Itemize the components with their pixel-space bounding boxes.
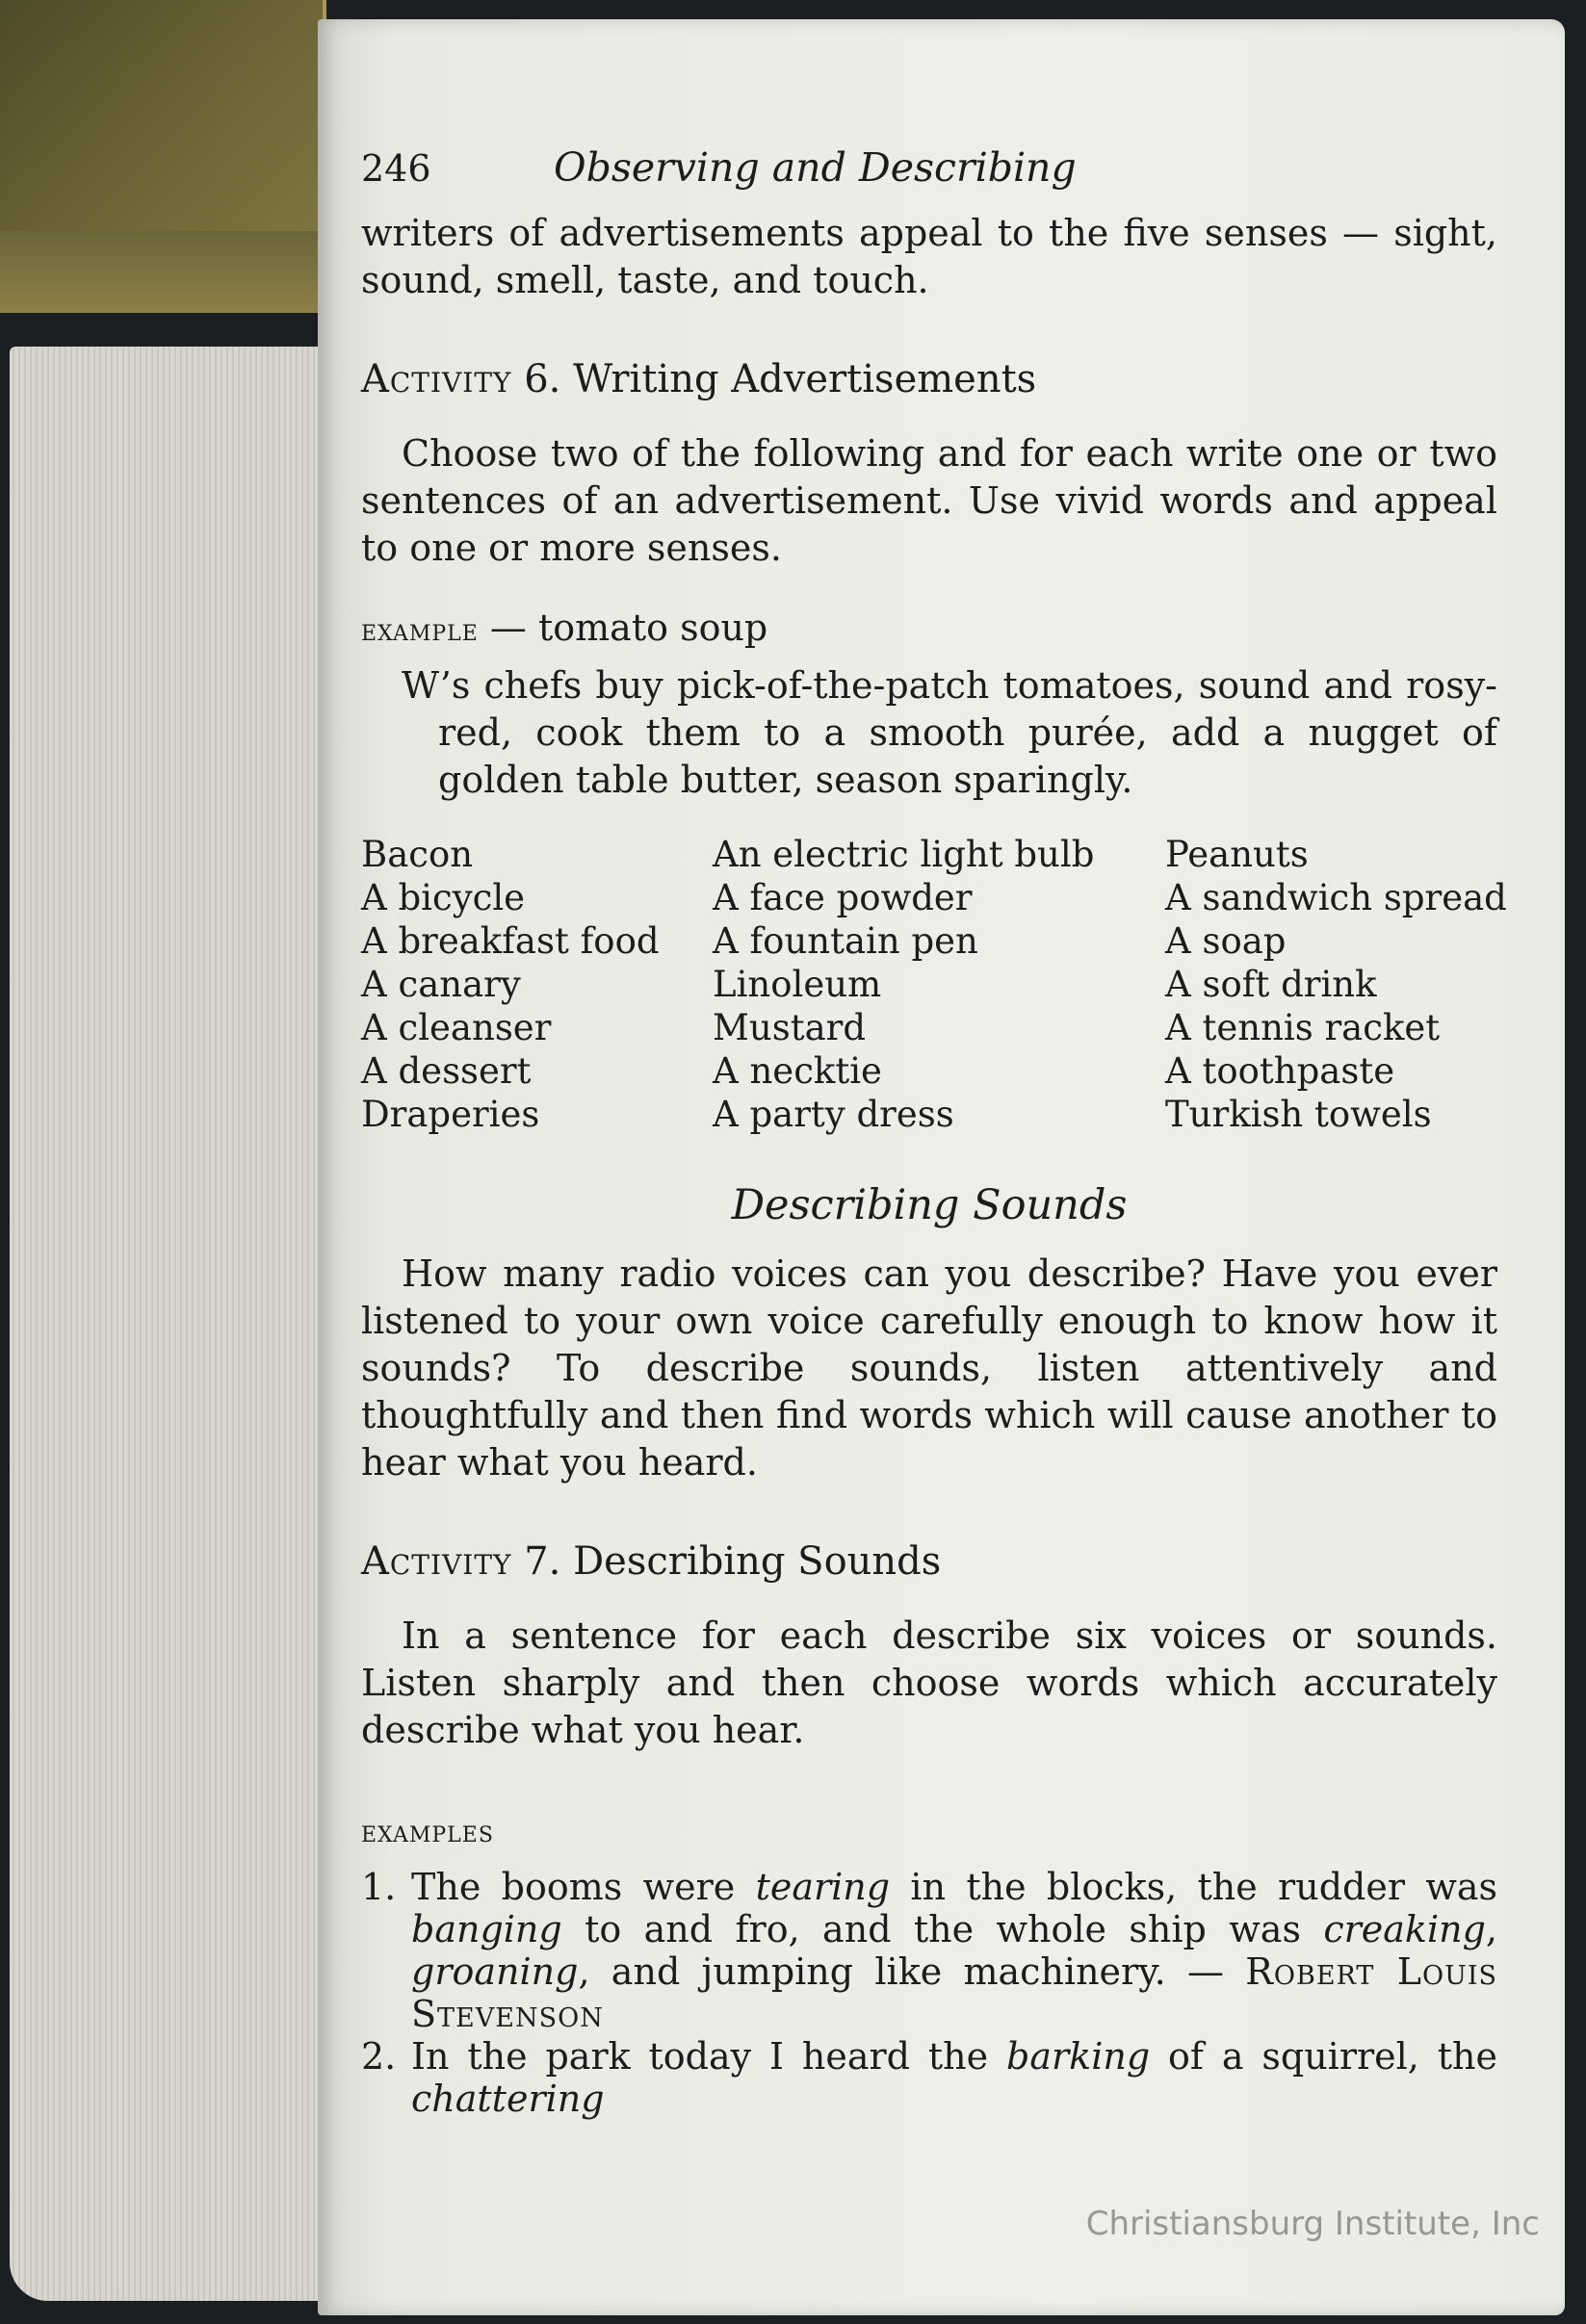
intro-paragraph: writers of advertisements appeal to the five senses — sight, sound, smell, taste, and touch. bbox=[361, 212, 1497, 301]
activity-title: Writing Advertisements bbox=[573, 357, 1037, 401]
activity-7-heading bbox=[361, 1538, 1497, 1586]
page-content bbox=[361, 144, 1507, 2120]
ad-items-list bbox=[361, 833, 1507, 1136]
list-item: A party dress bbox=[713, 1094, 954, 1135]
example-item bbox=[361, 1866, 1497, 2035]
example-number: 2. bbox=[361, 2035, 397, 2078]
list-item: Linoleum bbox=[713, 964, 882, 1005]
bookmark-fold bbox=[0, 231, 323, 313]
running-head: Observing and Describing bbox=[554, 144, 1077, 191]
page-header bbox=[361, 144, 1497, 193]
activity-6-instructions: Choose two of the following and for each write one or two sentences of an advertisement. Use vivid words and appeal to one or more senses. bbox=[361, 432, 1497, 569]
examples-heading bbox=[361, 1806, 1497, 1856]
example-text-part: in the blocks, the rudder was bbox=[890, 1866, 1497, 1908]
example-topic: — tomato soup bbox=[489, 607, 768, 649]
list-item: An electric light bulb bbox=[713, 834, 1095, 875]
list-item: A breakfast food bbox=[361, 920, 660, 962]
example-emphasis: creaking bbox=[1323, 1908, 1486, 1950]
activity-title: Describing Sounds bbox=[573, 1539, 942, 1584]
example-text-part: In the park today I heard the bbox=[411, 2035, 1007, 2078]
activity-label: Activity bbox=[361, 357, 512, 401]
example-item bbox=[361, 2035, 1497, 2120]
list-item: A necktie bbox=[713, 1050, 882, 1092]
example-emphasis: banging bbox=[411, 1908, 562, 1950]
page-edges bbox=[10, 347, 327, 2301]
example-number: 1. bbox=[361, 1866, 397, 1908]
page-number: 246 bbox=[361, 147, 431, 190]
list-item: Draperies bbox=[361, 1094, 540, 1135]
example-text-part: to and fro, and the whole ship was bbox=[561, 1908, 1324, 1950]
example-emphasis: barking bbox=[1006, 2035, 1151, 2078]
list-item: Peanuts bbox=[1165, 834, 1309, 875]
activity-number: 7. bbox=[524, 1539, 561, 1584]
activity-label: Activity bbox=[361, 1539, 512, 1584]
example-author: Robert Louis Stevenson bbox=[411, 1950, 1497, 2035]
list-item: A bicycle bbox=[361, 877, 526, 918]
example-text: W’s chefs buy pick-of-the-patch tomatoes, sound and rosy-red, cook them to a smooth purée, add a nugget of golden table butter, season sparingly. bbox=[402, 664, 1497, 801]
list-item: A dessert bbox=[361, 1050, 532, 1092]
example-label: example bbox=[361, 613, 479, 648]
list-item: A face powder bbox=[713, 877, 973, 918]
section-paragraph: How many radio voices can you describe? Have you ever listened to your own voice carefully enough to know how it sounds? To describe sounds, listen attentively and thoughtfully and then find words which will cause another to hear what you heard. bbox=[361, 1252, 1497, 1484]
list-item: A toothpaste bbox=[1165, 1050, 1395, 1092]
section-title: Describing Sounds bbox=[731, 1181, 1128, 1229]
activity-6-heading bbox=[361, 356, 1497, 403]
example-text-part: of a squirrel, the bbox=[1150, 2035, 1498, 2078]
activity-7-instructions: In a sentence for each describe six voices or sounds. Listen sharply and then choose words which accurately describe what you hear. bbox=[361, 1614, 1497, 1751]
list-item: Bacon bbox=[361, 834, 474, 875]
watermark-text: Christiansburg Institute, Inc bbox=[1085, 2205, 1540, 2243]
example-text-part: The booms were bbox=[411, 1866, 756, 1908]
book-page bbox=[318, 19, 1565, 2315]
examples-list bbox=[361, 1866, 1497, 2120]
example-emphasis: tearing bbox=[755, 1866, 891, 1908]
items-column-3 bbox=[1165, 833, 1507, 1136]
list-item: Mustard bbox=[713, 1007, 867, 1048]
list-item: A sandwich spread bbox=[1165, 877, 1507, 918]
list-item: Turkish towels bbox=[1165, 1094, 1432, 1135]
example-emphasis: groaning bbox=[411, 1950, 579, 1993]
example-text-part: , and jumping like machinery. — bbox=[578, 1950, 1246, 1993]
list-item: A tennis racket bbox=[1165, 1007, 1441, 1048]
list-item: A fountain pen bbox=[713, 920, 978, 962]
activity-number: 6. bbox=[524, 357, 561, 401]
items-column-1 bbox=[361, 833, 713, 1136]
list-item: A cleanser bbox=[361, 1007, 552, 1048]
list-item: A soap bbox=[1165, 920, 1287, 962]
example-text-part: , bbox=[1485, 1908, 1497, 1950]
list-item: A soft drink bbox=[1165, 964, 1377, 1005]
example-emphasis: chattering bbox=[411, 2078, 605, 2120]
example-heading bbox=[361, 605, 1497, 655]
list-item: A canary bbox=[361, 964, 521, 1005]
examples-label: examples bbox=[361, 1815, 494, 1849]
items-column-2 bbox=[713, 833, 1165, 1136]
